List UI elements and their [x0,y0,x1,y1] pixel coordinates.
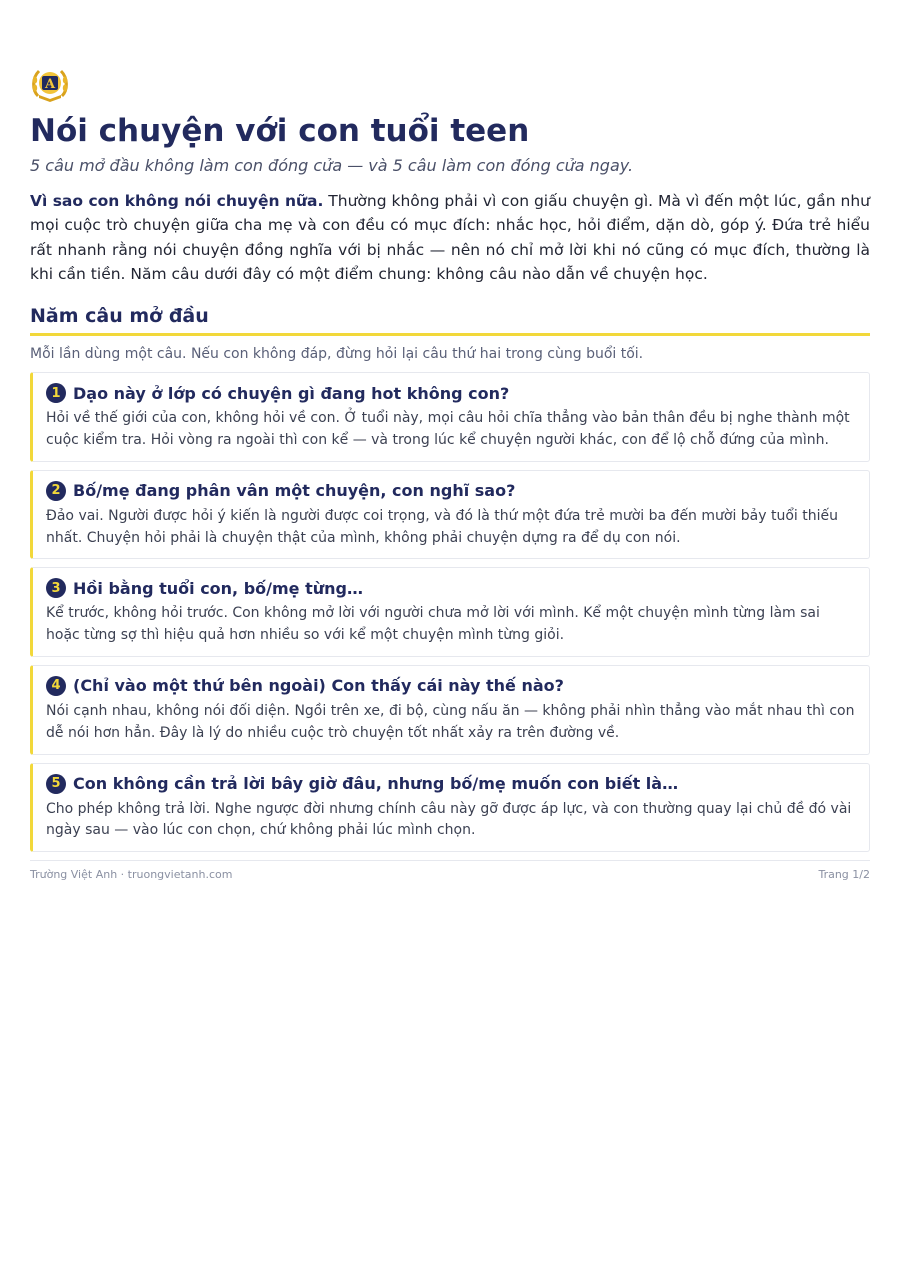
number-badge: 4 [46,676,66,696]
opener-title: (Chỉ vào một thứ bên ngoài) Con thấy cái này thế nào? [73,676,564,696]
opener-card [30,665,870,755]
page-subtitle: 5 câu mở đầu không làm con đóng cửa — và 5 câu làm con đóng cửa ngay. [30,156,634,175]
section-note: Mỗi lần dùng một câu. Nếu con không đáp, đừng hỏi lại câu thứ hai trong cùng buổi tối. [30,346,644,363]
number-badge: 2 [46,481,66,501]
opener-explanation: Cho phép không trả lời. Nghe ngược đời nhưng chính câu này gỡ được áp lực, và con thường quay lại chủ đề đó vài ngày sau — vào lúc con chọn, chứ không phải lúc mình chọn. [46,800,852,839]
intro-paragraph [30,189,870,286]
opener-title: Con không cần trả lời bây giờ đâu, nhưng bố/mẹ muốn con biết là… [73,774,679,794]
number-badge: 5 [46,774,66,794]
school-crest-logo [30,66,70,102]
opener-explanation: Kể trước, không hỏi trước. Con không mở lời với người chưa mở lời với mình. Kể một chuyện mình từng làm sai hoặc từng sợ thì hiệu quả hơn nhiều so với kể một chuyện mình từng giỏi. [46,605,820,644]
opener-title: Hồi bằng tuổi con, bố/mẹ từng… [73,578,363,598]
intro-lead: Vì sao con không nói chuyện nữa. [30,192,324,210]
opener-title: Dạo này ở lớp có chuyện gì đang hot không con? [73,383,510,403]
page-number: Trang 1/2 [818,868,870,882]
page-title: Nói chuyện với con tuổi teen [30,113,530,149]
page-footer [30,860,870,881]
opener-list [30,372,870,852]
section-heading: Năm câu mở đầu [30,304,870,336]
crest-letter: A [44,77,56,92]
opener-card [30,470,870,560]
opener-explanation: Nói cạnh nhau, không nói đối diện. Ngồi trên xe, đi bộ, cùng nấu ăn — không phải nhìn thẳng vào mắt nhau thì con dễ nói hơn hẳn. Đây là lý do nhiều cuộc trò chuyện tốt nhất xảy ra trên đường về. [46,702,855,741]
opener-card [30,372,870,462]
number-badge: 3 [46,578,66,598]
opener-explanation: Đảo vai. Người được hỏi ý kiến là người được coi trọng, và đó là thứ một đứa trẻ mười ba đến mười bảy tuổi thiếu nhất. Chuyện hỏi phải là chuyện thật của mình, không phải chuyện dựng ra để dụ con nói. [46,507,838,546]
opener-card [30,763,870,853]
number-badge: 1 [46,383,66,403]
footer-source: Trường Việt Anh · truongvietanh.com [30,868,233,882]
intro-text: Thường không phải vì con giấu chuyện gì. Mà vì đến một lúc, gần như mọi cuộc trò chuyện giữa cha mẹ và con đều có mục đích: nhắc học, hỏi điểm, dặn dò, góp ý. Đứa trẻ hiểu rất nhanh rằng nói chuyện đồng nghĩa với bị nhắc — nên nó chỉ mở lời khi nó cũng có mục đích, thường là khi cần tiền. Năm câu dưới đây có một điểm chung: không câu nào dẫn về chuyện học. [30,192,870,283]
opener-explanation: Hỏi về thế giới của con, không hỏi về con. Ở tuổi này, mọi câu hỏi chĩa thẳng vào bản thân đều bị nghe thành một cuộc kiểm tra. Hỏi vòng ra ngoài thì con kể — và trong lúc kể chuyện người khác, con để lộ chỗ đứng của mình. [46,410,850,448]
opener-card [30,567,870,657]
opener-title: Bố/mẹ đang phân vân một chuyện, con nghĩ sao? [73,481,516,501]
